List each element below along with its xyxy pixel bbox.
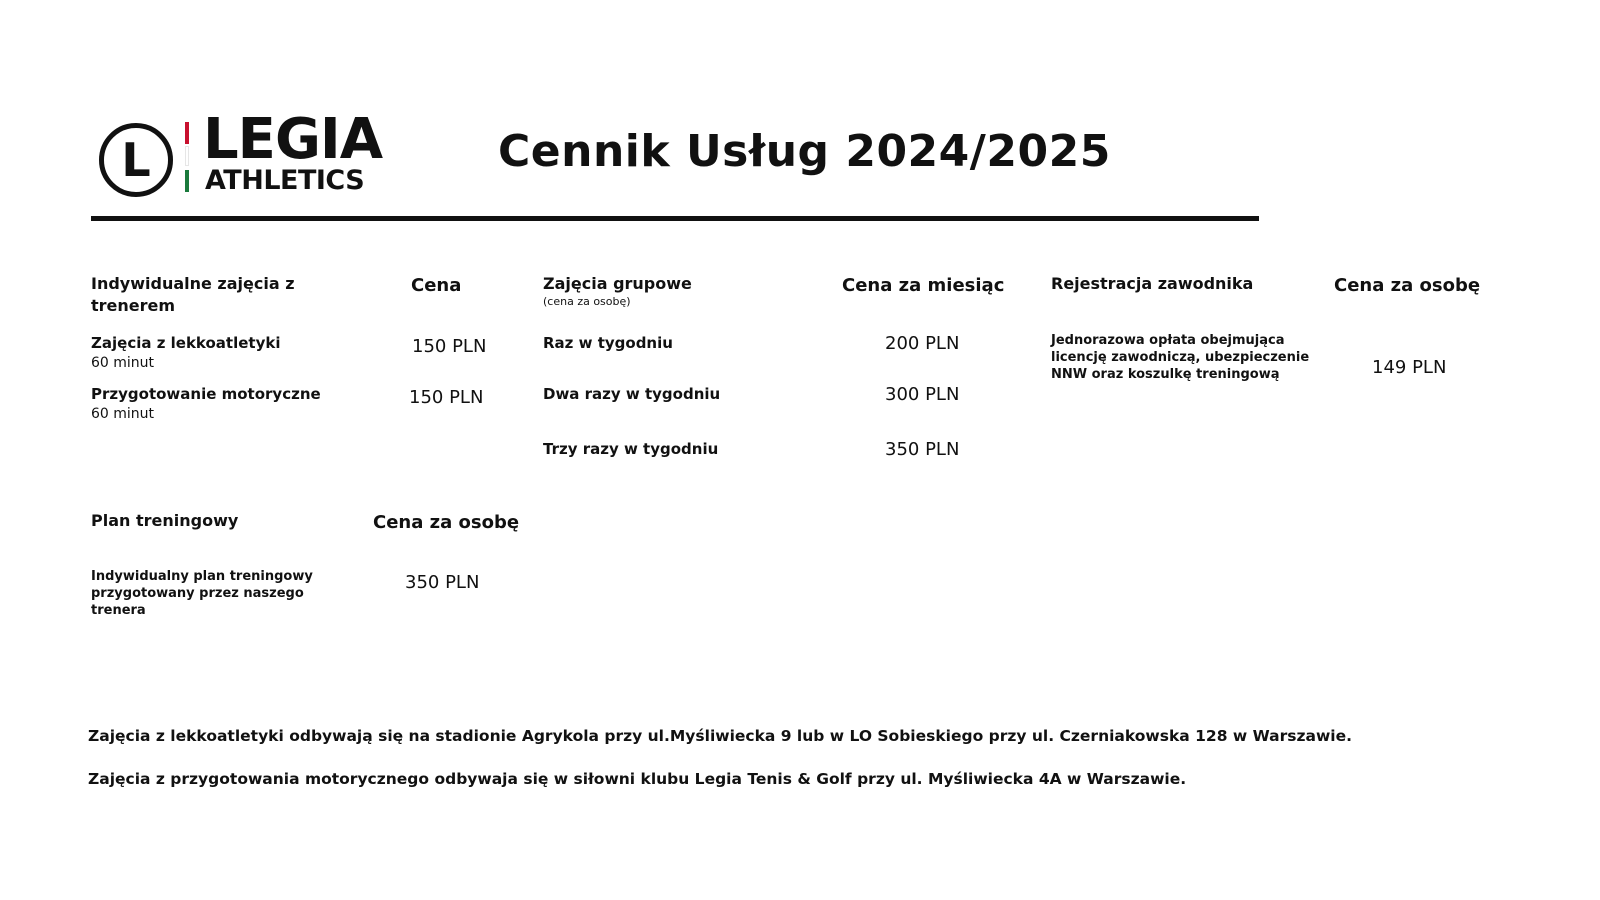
registration-heading: Rejestracja zawodnika [1051,274,1254,293]
location-note: Zajęcia z przygotowania motorycznego odbywaja się w siłowni klubu Legia Tenis & Golf przy ul. Myśliwiecka 4A w Warszawie. [88,770,1187,788]
plan-price-heading: Cena za osobę [373,512,520,533]
group-heading: Zajęcia grupowe [543,274,692,293]
logo-stripe-white [185,146,189,166]
logo-subtitle: ATHLETICS [205,165,365,196]
group-item-price: 350 PLN [885,439,960,460]
group-item-price: 300 PLN [885,384,960,405]
registration-description: Jednorazowa opłata obejmująca licencję zawodniczą, ubezpieczenie NNW oraz koszulkę treningową [1051,333,1310,382]
individual-item-price: 150 PLN [412,336,487,357]
registration-price-heading: Cena za osobę [1334,275,1481,296]
page-title: Cennik Usług 2024/2025 [498,126,1111,177]
individual-price-heading: Cena [411,275,462,296]
plan-heading: Plan treningowy [91,511,239,530]
plan-price: 350 PLN [405,572,480,593]
individual-item-duration: 60 minut [91,406,155,422]
individual-item-duration: 60 minut [91,355,155,371]
individual-item-name: Zajęcia z lekkoatletyki [91,334,281,352]
location-note: Zajęcia z lekkoatletyki odbywają się na stadionie Agrykola przy ul.Myśliwiecka 9 lub w LO Sobieskiego przy ul. Czerniakowska 128 w Warszawie. [88,727,1352,745]
individual-item-price: 150 PLN [409,387,484,408]
individual-item-name: Przygotowanie motoryczne [91,385,321,403]
logo-stripe-green [185,170,189,192]
individual-heading: Indywidualne zajęcia z trenerem [91,274,295,315]
logo-mark: L [99,123,173,197]
group-subheading: (cena za osobę) [543,295,631,308]
group-item-price: 200 PLN [885,333,960,354]
registration-price: 149 PLN [1372,357,1447,378]
logo-stripe-red [185,122,189,144]
group-price-heading: Cena za miesiąc [842,275,1005,296]
title-divider [91,216,1259,221]
plan-description: Indywidualny plan treningowy przygotowany przez naszego trenera [91,569,313,618]
group-item-name: Raz w tygodniu [543,334,673,352]
logo-name: LEGIA [203,107,383,172]
group-item-name: Dwa razy w tygodniu [543,385,721,403]
group-item-name: Trzy razy w tygodniu [543,440,719,458]
